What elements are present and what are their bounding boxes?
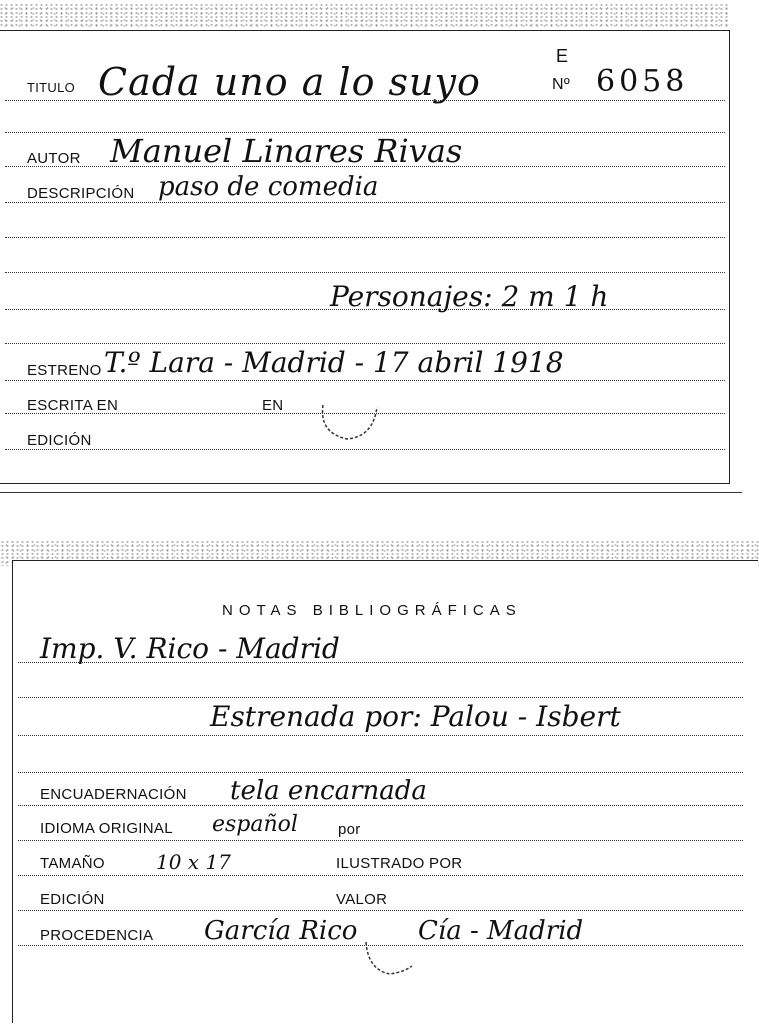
tamano-label: TAMAÑO (40, 855, 105, 872)
number-value: 6058 (596, 64, 689, 99)
form-rule (5, 449, 725, 450)
edicion-label-bottom: EDICIÓN (40, 891, 105, 908)
estreno-label: ESTRENO (27, 362, 102, 379)
ilustrado-por-label: ILUSTRADO POR (336, 855, 463, 872)
punch-hole-mark-bottom (360, 930, 420, 980)
personajes-value: Personajes: 2 m 1 h (330, 280, 609, 313)
idioma-value: español (212, 812, 298, 837)
valor-label: VALOR (336, 891, 388, 908)
form-rule (5, 202, 725, 203)
titulo-label: TITULO (27, 80, 76, 95)
scan-speckle-top (0, 3, 729, 27)
number-label: Nº (552, 76, 570, 93)
autor-label: AUTOR (27, 150, 81, 167)
punch-hole-mark (315, 395, 385, 445)
edicion-label-top: EDICIÓN (27, 432, 92, 449)
note-line-2: Estrenada por: Palou - Isbert (210, 700, 621, 733)
idioma-original-label: IDIOMA ORIGINAL (40, 820, 173, 837)
number-mark: E (556, 46, 569, 66)
form-rule (5, 237, 725, 238)
notas-bibliograficas-title: NOTAS BIBLIOGRÁFICAS (222, 602, 522, 619)
titulo-value: Cada uno a lo suyo (98, 60, 481, 104)
encuadernacion-value: tela encarnada (230, 776, 427, 806)
form-rule (5, 272, 725, 273)
autor-value: Manuel Linares Rivas (110, 132, 463, 170)
descripcion-label: DESCRIPCIÓN (27, 185, 135, 202)
descripcion-value: paso de comedia (158, 172, 379, 202)
form-rule (18, 735, 743, 736)
procedencia-value-2: Cía - Madrid (418, 916, 584, 946)
escrita-en-label: ESCRITA EN (27, 397, 119, 414)
form-rule (18, 875, 743, 876)
form-rule (18, 840, 743, 841)
card-separator (0, 492, 742, 493)
por-label: por (338, 821, 361, 838)
form-rule (18, 697, 743, 698)
form-rule (18, 772, 743, 773)
form-rule (18, 910, 743, 911)
procedencia-label: PROCEDENCIA (40, 927, 154, 944)
form-rule (5, 380, 725, 381)
estreno-value: T.º Lara - Madrid - 17 abril 1918 (104, 346, 564, 379)
form-rule (5, 343, 725, 344)
en-label: EN (262, 397, 284, 414)
note-line-1: Imp. V. Rico - Madrid (40, 632, 340, 665)
procedencia-value: García Rico (204, 916, 358, 946)
tamano-value: 10 x 17 (156, 850, 231, 874)
encuadernacion-label: ENCUADERNACIÓN (40, 786, 187, 803)
